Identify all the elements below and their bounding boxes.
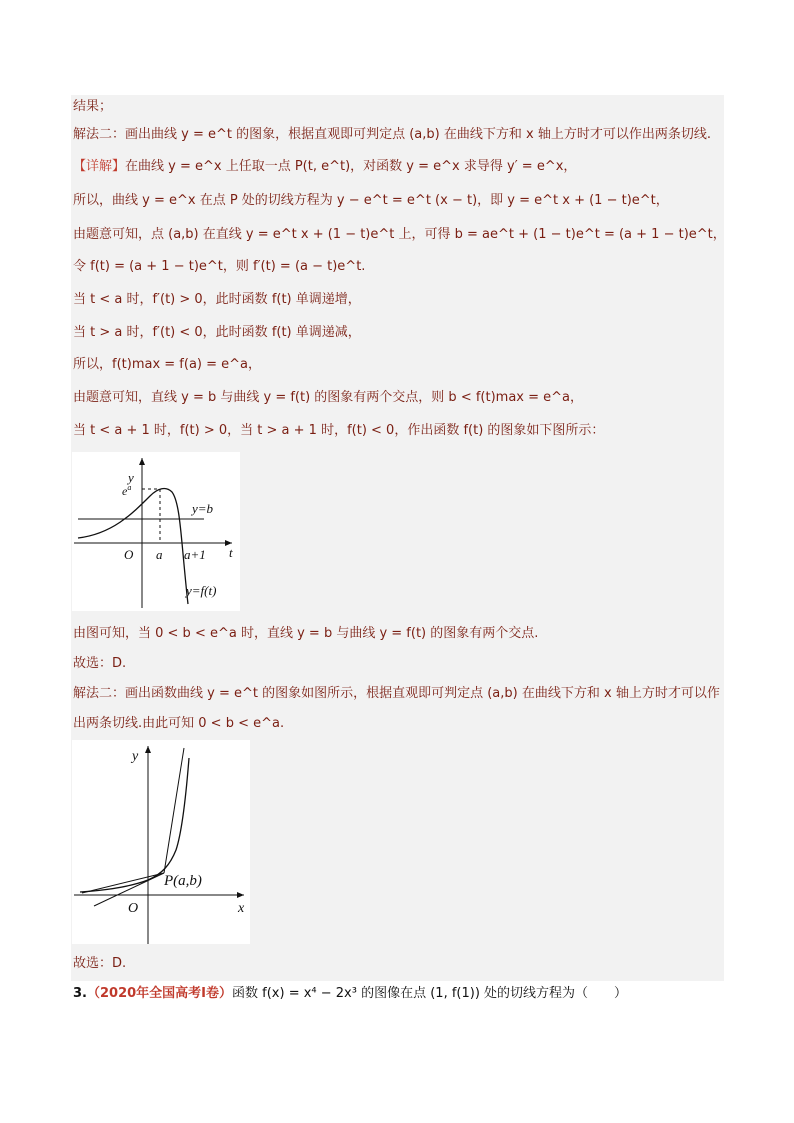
question-text: 函数 f(x) = x⁴ − 2x³ 的图像在点 (1, f(1)) 处的切线方程为（ ） [232,986,628,1001]
text-line: 由题意可知，直线 y = b 与曲线 y = f(t) 的图象有两个交点，则 b < f(t)max = e^a， [73,390,583,405]
label-origin: O [128,901,139,916]
figure-ft-graph [72,452,240,611]
detail-tag: 【详解】 [73,159,126,174]
ft-graph-svg [72,452,240,611]
x-axis-arrow [237,892,244,898]
text-line: 由图可知，当 0 < b < e^a 时，直线 y = b 与曲线 y = f(t) 的图象有两个交点. [73,626,539,641]
label-curve: y=f(t) [186,583,217,598]
label-a-plus-1: a+1 [184,547,206,562]
tangent-line-3 [82,873,164,893]
y-axis-arrow [145,746,151,753]
label-y: y [128,470,134,485]
text-line: 所以，曲线 y = e^x 在点 P 处的切线方程为 y − e^t = e^t (x − t)，即 y = e^t x + (1 − t)e^t， [73,193,669,208]
label-y-b: y=b [192,501,214,516]
text-line: 解法二：画出函数曲线 y = e^t 的图象如图所示，根据直观即可判定点 (a,b) 在曲线下方和 x 轴上方时才可以作 [73,686,720,701]
text-line: 所以，f(t)max = f(a) = e^a， [73,357,261,372]
question-3 [73,986,627,1002]
question-number: 3. [73,986,87,1001]
text-line [73,159,576,175]
question-source: （2020年全国高考Ⅰ卷） [86,986,233,1001]
label-a: a [156,547,163,562]
figure-exp-graph [72,740,250,944]
text-line: 出两条切线.由此可知 0 < b < e^a. [73,716,285,731]
text-line: 当 t > a 时，f′(t) < 0，此时函数 f(t) 单调递减， [73,325,361,340]
text-line: 当 t < a 时，f′(t) > 0，此时函数 f(t) 单调递增， [73,292,361,307]
text-line: 令 f(t) = (a + 1 − t)e^t，则 f′(t) = (a − t)e^t. [73,259,366,274]
text-line: 当 t < a + 1 时，f(t) > 0，当 t > a + 1 时，f(t) < 0，作出函数 f(t) 的图象如下图所示： [73,423,605,438]
label-x: x [238,901,245,916]
text-line-content: 在曲线 y = e^x 上任取一点 P(t, e^t)，对函数 y = e^x 求导得 y′ = e^x， [125,159,577,174]
text-line: 故选：D. [73,956,127,971]
text-line: 解法二：画出曲线 y = e^t 的图象，根据直观即可判定点 (a,b) 在曲线下方和 x 轴上方时才可以作出两条切线. [73,127,711,142]
y-axis-arrow [139,458,145,465]
text-line: 故选：D. [73,656,127,671]
label-y: y [132,749,139,764]
text-line: 由题意可知，点 (a,b) 在直线 y = e^t x + (1 − t)e^t 上，可得 b = ae^t + (1 − t)e^t = (a + 1 − t)e^t， [73,227,726,242]
label-point-p: P(a,b) [164,873,202,889]
label-peak: $e^a$ [122,483,132,498]
label-t: t [229,545,233,560]
label-origin: O [124,547,134,562]
text-line: 结果； [73,99,113,114]
curve-exp [80,758,189,892]
exp-graph-svg [72,740,250,944]
